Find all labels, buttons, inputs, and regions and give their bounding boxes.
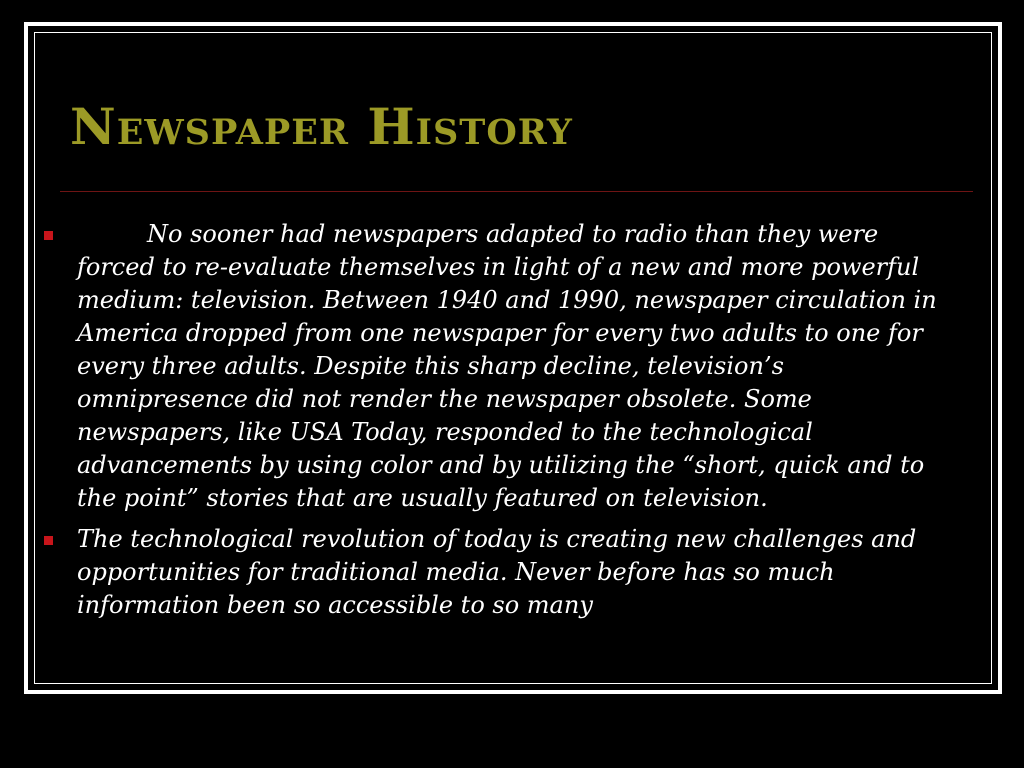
bullet-list [40,218,940,622]
bullet-2-text: The technological revolution of today is creating new challenges and opportunities for traditional media. Never before has so much information been so accessible to so many [77,525,917,619]
bullet-item-1 [40,218,940,515]
bullet-item-2 [40,523,940,622]
title-divider [60,191,973,192]
bullet-1-text-after: , responded to the technological advancements by using color and by utilizing the “short, quick and to the point” stories that are usually featured on television. [77,418,925,512]
slide-title: Newspaper History [70,97,573,156]
bullet-1-emphasis: USA Today [289,418,420,446]
square-bullet-icon [44,231,53,240]
square-bullet-icon [44,536,53,545]
bullet-1-text-before: No sooner had newspapers adapted to radio than they were forced to re-evaluate themselves in light of a new and more powerful medium: television. Between 1940 and 1990, newspaper circulation in America dropped from one newspaper for every two adults to one for every three adults. Despite this sharp decline, television’s omnipresence did not render the newspaper obsolete. Some newspapers, like [77,220,937,446]
